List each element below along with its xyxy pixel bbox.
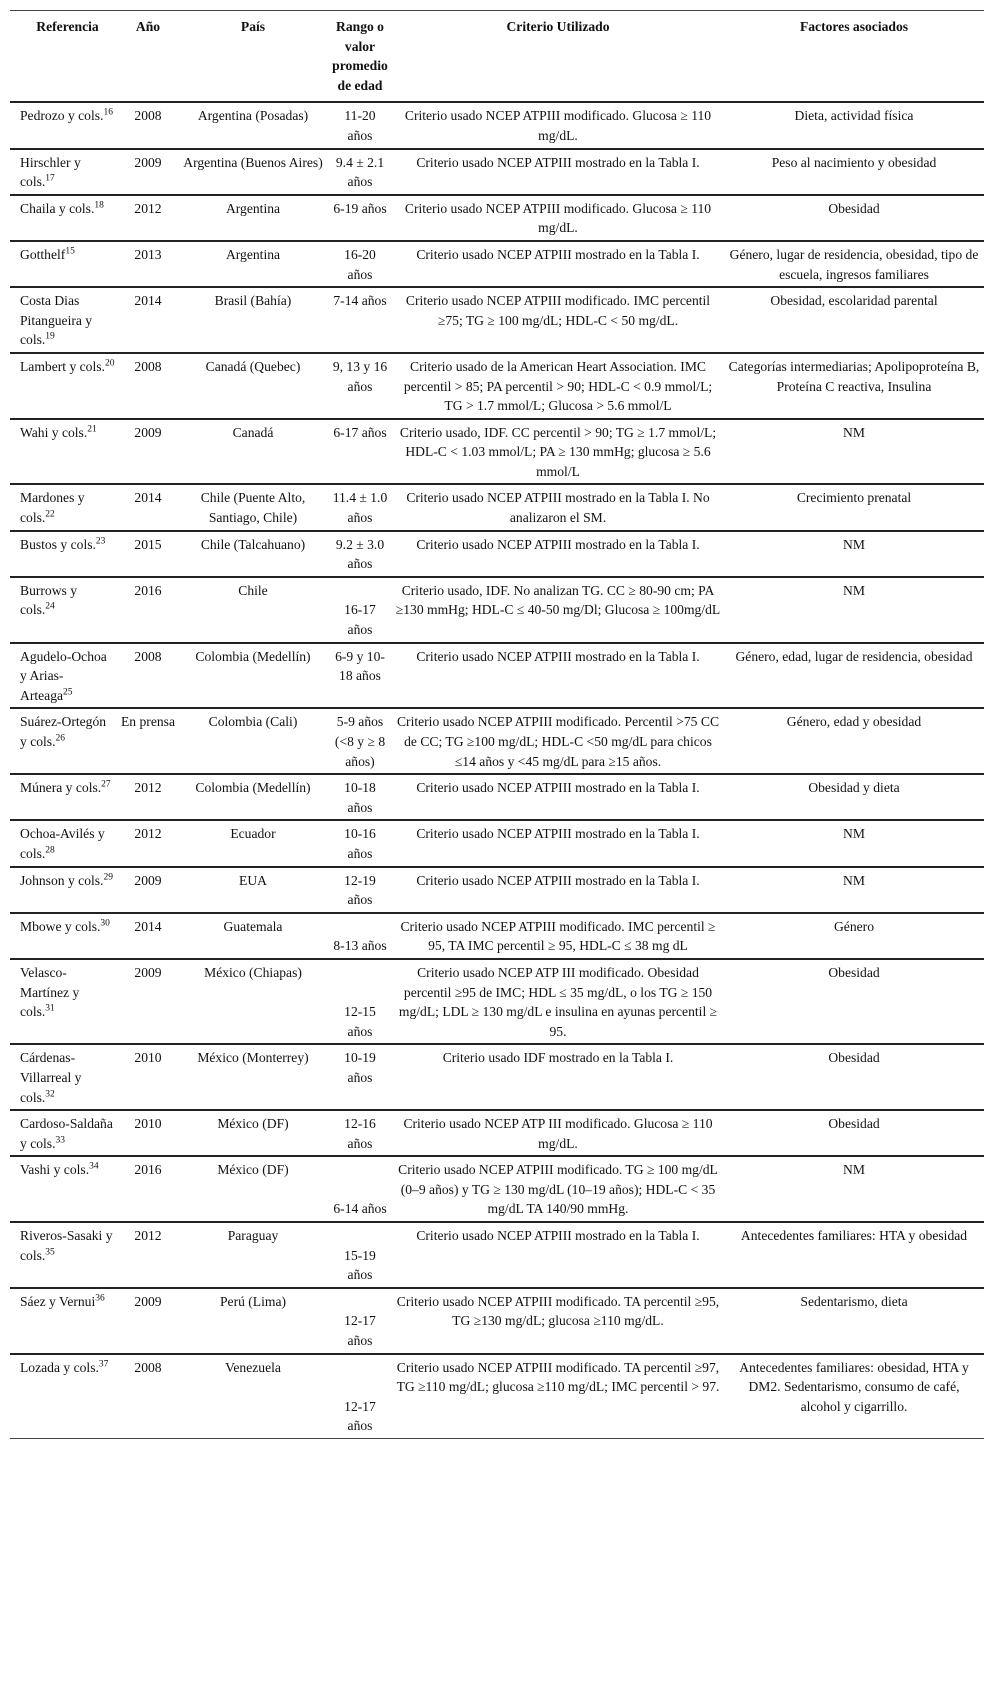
cell-edad (328, 531, 392, 577)
cell-pais: Argentina (Posadas) (178, 102, 328, 148)
table-row (10, 287, 984, 353)
citation-number: 29 (103, 872, 113, 883)
cell-edad (328, 959, 392, 1044)
cell-edad (328, 913, 392, 959)
cell-pais: Argentina (Buenos Aires) (178, 149, 328, 195)
age-text: 8-13 años (333, 938, 387, 954)
cell-pais: Canadá (178, 419, 328, 485)
cell-edad (328, 1044, 392, 1110)
table-row (10, 195, 984, 241)
reference-text: Riveros-Sasaki y cols. (20, 1228, 113, 1263)
cell-anio: 2009 (118, 867, 178, 913)
cell-referencia (10, 1222, 118, 1288)
citation-number: 26 (55, 733, 65, 744)
cell-anio: 2008 (118, 353, 178, 419)
cell-referencia (10, 913, 118, 959)
table-row (10, 577, 984, 643)
cell-edad (328, 419, 392, 485)
table-row (10, 1044, 984, 1110)
cell-referencia (10, 1354, 118, 1439)
reference-text: Bustos y cols. (20, 536, 96, 552)
age-text: 7-14 años (333, 293, 387, 309)
cell-criterio: Criterio usado NCEP ATPIII modificado. TA percentil ≥97, TG ≥110 mg/dL; glucosa ≥110 mg/dL; IMC percentil > 97. (392, 1354, 724, 1439)
reference-text: Ochoa-Avilés y cols. (20, 826, 105, 861)
cell-factores: Género, lugar de residencia, obesidad, tipo de escuela, ingresos familiares (724, 241, 984, 287)
cell-factores: Categorías intermediarias; Apolipoproteína B, Proteína C reactiva, Insulina (724, 353, 984, 419)
cell-pais: Perú (Lima) (178, 1288, 328, 1354)
cell-edad (328, 1222, 392, 1288)
cell-referencia (10, 353, 118, 419)
cell-referencia (10, 643, 118, 709)
age-text: 11-20 años (344, 108, 376, 143)
table-row (10, 102, 984, 148)
cell-anio: 2012 (118, 195, 178, 241)
cell-factores: Antecedentes familiares: obesidad, HTA y DM2. Sedentarismo, consumo de café, alcohol y cigarrillo. (724, 1354, 984, 1439)
table-row (10, 820, 984, 866)
cell-referencia (10, 1156, 118, 1222)
age-text: 10-18 años (344, 780, 376, 815)
table-row (10, 708, 984, 774)
cell-referencia (10, 287, 118, 353)
cell-factores: Obesidad, escolaridad parental (724, 287, 984, 353)
citation-number: 20 (104, 358, 115, 369)
table-row (10, 1288, 984, 1354)
cell-pais: Colombia (Medellín) (178, 643, 328, 709)
reference-text: Mardones y cols. (20, 490, 85, 526)
cell-anio: 2012 (118, 774, 178, 820)
cell-anio: 2010 (118, 1044, 178, 1110)
reference-text: Wahi y cols. (20, 424, 88, 440)
cell-anio: 2008 (118, 643, 178, 709)
age-text: 10-16 años (344, 826, 376, 861)
reference-text: Lozada y cols. (20, 1359, 99, 1375)
cell-pais: Paraguay (178, 1222, 328, 1288)
cell-criterio: Criterio usado IDF mostrado en la Tabla I. (392, 1044, 724, 1110)
citation-number: 22 (45, 509, 55, 520)
cell-pais: EUA (178, 867, 328, 913)
reference-text: Suárez-Ortegón y cols. (20, 714, 107, 749)
cell-anio: 2012 (118, 820, 178, 866)
cell-anio: 2016 (118, 1156, 178, 1222)
cell-anio: 2013 (118, 241, 178, 287)
cell-criterio: Criterio usado NCEP ATP III modificado. Glucosa ≥ 110 mg/dL. (392, 1110, 724, 1156)
cell-factores: Género, edad, lugar de residencia, obesidad (724, 643, 984, 709)
age-text: 9.2 ± 3.0 años (335, 536, 385, 572)
cell-pais: Guatemala (178, 913, 328, 959)
syndrome-studies-table (10, 10, 984, 1439)
reference-text: Lambert y cols. (20, 358, 105, 374)
cell-edad (328, 867, 392, 913)
age-text: 15-19 años (344, 1247, 376, 1283)
table-row (10, 531, 984, 577)
header-edad: Rango o valor promedio de edad (328, 11, 392, 103)
cell-criterio: Criterio usado de la American Heart Association. IMC percentil > 85; PA percentil > 90; HDL-C < 0.9 mmol/L; TG > 1.7 mmol/L; Glucosa > 5.6 mmol/L (392, 353, 724, 419)
citation-number: 32 (45, 1088, 55, 1099)
reference-text: Sáez y Vernui (20, 1293, 96, 1309)
age-text: 12-16 años (344, 1116, 376, 1151)
cell-factores: Obesidad (724, 1110, 984, 1156)
citation-number: 16 (103, 107, 113, 118)
cell-criterio: Criterio usado NCEP ATPIII modificado. TG ≥ 100 mg/dL (0–9 años) y TG ≥ 130 mg/dL (10–19 años); HDL-C < 35 mg/dL TA 140/90 mmHg. (392, 1156, 724, 1222)
cell-referencia (10, 577, 118, 643)
cell-edad (328, 820, 392, 866)
cell-criterio: Criterio usado NCEP ATPIII mostrado en la Tabla I. (392, 867, 724, 913)
age-text: 10-19 años (344, 1050, 376, 1085)
age-text: 12-15 años (344, 1004, 376, 1039)
table-row (10, 643, 984, 709)
cell-factores: Género, edad y obesidad (724, 708, 984, 774)
table-row (10, 913, 984, 959)
cell-pais: Argentina (178, 195, 328, 241)
cell-pais: Ecuador (178, 820, 328, 866)
cell-factores: Obesidad y dieta (724, 774, 984, 820)
age-text: 6-19 años (333, 200, 387, 216)
cell-factores: NM (724, 867, 984, 913)
cell-anio: 2009 (118, 959, 178, 1044)
cell-edad (328, 1354, 392, 1439)
cell-pais: Brasil (Bahía) (178, 287, 328, 353)
cell-pais: Chile (Talcahuano) (178, 531, 328, 577)
cell-criterio: Criterio usado NCEP ATPIII mostrado en la Tabla I. (392, 241, 724, 287)
cell-anio: 2014 (118, 484, 178, 530)
reference-text: Pedrozo y cols. (20, 108, 104, 124)
cell-referencia (10, 1288, 118, 1354)
cell-referencia (10, 419, 118, 485)
header-row (10, 11, 984, 103)
age-text: 16-17 años (344, 602, 376, 638)
cell-criterio: Criterio usado NCEP ATP III modificado. Obesidad percentil ≥95 de IMC; HDL ≤ 35 mg/dL, o los TG ≥ 150 mg/dL; LDL ≥ 130 mg/dL e insulina en ayunas percentil ≥ 95. (392, 959, 724, 1044)
table-row (10, 1222, 984, 1288)
cell-criterio: Criterio usado NCEP ATPIII mostrado en la Tabla I. (392, 820, 724, 866)
age-text: 12-17 años (344, 1398, 376, 1434)
age-text: 9, 13 y 16 años (332, 358, 388, 394)
cell-factores: Obesidad (724, 195, 984, 241)
cell-referencia (10, 195, 118, 241)
header-anio: Año (118, 11, 178, 103)
cell-pais: Chile (178, 577, 328, 643)
cell-referencia (10, 484, 118, 530)
cell-anio: 2009 (118, 1288, 178, 1354)
cell-factores: Dieta, actividad física (724, 102, 984, 148)
cell-edad (328, 241, 392, 287)
header-referencia: Referencia (10, 11, 118, 103)
cell-factores: Género (724, 913, 984, 959)
cell-pais: Colombia (Cali) (178, 708, 328, 774)
table-row (10, 867, 984, 913)
cell-referencia (10, 531, 118, 577)
reference-text: Burrows y cols. (20, 582, 78, 618)
cell-edad (328, 149, 392, 195)
table-row (10, 353, 984, 419)
cell-referencia (10, 1044, 118, 1110)
cell-referencia (10, 820, 118, 866)
cell-factores: Sedentarismo, dieta (724, 1288, 984, 1354)
citation-number: 27 (101, 779, 111, 790)
age-text: 5-9 años (<8 y ≥ 8 años) (334, 714, 386, 769)
cell-factores: NM (724, 531, 984, 577)
cell-factores: Peso al nacimiento y obesidad (724, 149, 984, 195)
table-row (10, 419, 984, 485)
cell-edad (328, 195, 392, 241)
cell-anio: 2015 (118, 531, 178, 577)
table-row (10, 241, 984, 287)
cell-anio: 2008 (118, 102, 178, 148)
cell-pais: México (Monterrey) (178, 1044, 328, 1110)
citation-number: 21 (87, 424, 97, 435)
cell-factores: NM (724, 820, 984, 866)
table-row (10, 484, 984, 530)
citation-number: 23 (95, 536, 106, 547)
age-text: 11.4 ± 1.0 años (332, 490, 388, 526)
reference-text: Hirschler y cols. (20, 154, 81, 190)
cell-pais: México (Chiapas) (178, 959, 328, 1044)
cell-criterio: Criterio usado, IDF. No analizan TG. CC ≥ 80-90 cm; PA ≥130 mmHg; HDL-C ≤ 40-50 mg/Dl; Glucosa ≥ 100mg/dL (392, 577, 724, 643)
cell-factores: Crecimiento prenatal (724, 484, 984, 530)
cell-edad (328, 353, 392, 419)
cell-criterio: Criterio usado NCEP ATPIII modificado. IMC percentil ≥ 95, TA IMC percentil ≥ 95, HDL-C ≤ 38 mg dL (392, 913, 724, 959)
citation-number: 30 (100, 918, 110, 929)
cell-referencia (10, 959, 118, 1044)
cell-criterio: Criterio usado NCEP ATPIII mostrado en la Tabla I. (392, 774, 724, 820)
cell-factores: Antecedentes familiares: HTA y obesidad (724, 1222, 984, 1288)
cell-pais: Canadá (Quebec) (178, 353, 328, 419)
cell-anio: 2012 (118, 1222, 178, 1288)
cell-referencia (10, 867, 118, 913)
header-factores: Factores asociados (724, 11, 984, 103)
cell-anio: 2008 (118, 1354, 178, 1439)
cell-criterio: Criterio usado NCEP ATPIII mostrado en la Tabla I. (392, 149, 724, 195)
reference-text: Agudelo-Ochoa y Arias-Arteaga (20, 648, 107, 703)
cell-anio: 2014 (118, 913, 178, 959)
age-text: 9.4 ± 2.1 años (335, 154, 385, 190)
citation-number: 24 (45, 601, 55, 612)
table-row (10, 149, 984, 195)
citation-number: 19 (45, 331, 55, 342)
cell-pais: Colombia (Medellín) (178, 774, 328, 820)
cell-edad (328, 577, 392, 643)
cell-referencia (10, 241, 118, 287)
cell-factores: NM (724, 1156, 984, 1222)
cell-pais: México (DF) (178, 1110, 328, 1156)
cell-edad (328, 643, 392, 709)
cell-anio: 2009 (118, 149, 178, 195)
cell-pais: Argentina (178, 241, 328, 287)
table-row (10, 1156, 984, 1222)
citation-number: 18 (94, 200, 104, 211)
cell-referencia (10, 708, 118, 774)
cell-edad (328, 1110, 392, 1156)
citation-number: 15 (65, 246, 75, 257)
citation-number: 31 (45, 1003, 55, 1014)
cell-criterio: Criterio usado NCEP ATPIII modificado. Glucosa ≥ 110 mg/dL. (392, 102, 724, 148)
table-row (10, 1110, 984, 1156)
citation-number: 17 (45, 173, 55, 184)
reference-text: Vashi y cols. (20, 1162, 90, 1178)
cell-pais: México (DF) (178, 1156, 328, 1222)
citation-number: 36 (95, 1293, 105, 1304)
cell-criterio: Criterio usado NCEP ATPIII mostrado en la Tabla I. (392, 643, 724, 709)
cell-criterio: Criterio usado NCEP ATPIII modificado. IMC percentil ≥75; TG ≥ 100 mg/dL; HDL-C < 50 mg/dL. (392, 287, 724, 353)
age-text: 16-20 años (344, 246, 376, 282)
age-text: 12-19 años (344, 872, 376, 908)
cell-referencia (10, 149, 118, 195)
table-page (10, 10, 984, 1439)
cell-referencia (10, 1110, 118, 1156)
cell-anio: 2014 (118, 287, 178, 353)
reference-text: Cardoso-Saldaña y cols. (20, 1116, 113, 1151)
cell-factores: Obesidad (724, 959, 984, 1044)
cell-edad (328, 708, 392, 774)
cell-factores: Obesidad (724, 1044, 984, 1110)
table-row (10, 1354, 984, 1439)
cell-referencia (10, 774, 118, 820)
citation-number: 34 (89, 1161, 99, 1172)
cell-criterio: Criterio usado NCEP ATPIII modificado. Glucosa ≥ 110 mg/dL. (392, 195, 724, 241)
reference-text: Velasco-Martínez y cols. (20, 964, 80, 1020)
age-text: 6-9 y 10-18 años (335, 648, 385, 684)
table-row (10, 774, 984, 820)
cell-edad (328, 287, 392, 353)
age-text: 6-17 años (333, 424, 387, 440)
header-pais: País (178, 11, 328, 103)
cell-anio: 2010 (118, 1110, 178, 1156)
cell-pais: Venezuela (178, 1354, 328, 1439)
cell-criterio: Criterio usado NCEP ATPIII mostrado en la Tabla I. (392, 531, 724, 577)
cell-anio: En prensa (118, 708, 178, 774)
cell-edad (328, 1156, 392, 1222)
cell-anio: 2009 (118, 419, 178, 485)
table-row (10, 959, 984, 1044)
reference-text: Johnson y cols. (20, 872, 104, 888)
cell-criterio: Criterio usado, IDF. CC percentil > 90; TG ≥ 1.7 mmol/L; HDL-C < 1.03 mmol/L; PA ≥ 130 mmHg; glucosa ≥ 5.6 mmol/L (392, 419, 724, 485)
reference-text: Cárdenas-Villarreal y cols. (20, 1050, 82, 1105)
cell-edad (328, 1288, 392, 1354)
citation-number: 28 (45, 845, 55, 856)
header-criterio: Criterio Utilizado (392, 11, 724, 103)
reference-text: Costa Dias Pitangueira y cols. (20, 293, 93, 348)
cell-criterio: Criterio usado NCEP ATPIII mostrado en la Tabla I. No analizaron el SM. (392, 484, 724, 530)
citation-number: 33 (55, 1135, 65, 1146)
reference-text: Múnera y cols. (20, 780, 102, 796)
age-text: 6-14 años (333, 1201, 387, 1217)
reference-text: Mbowe y cols. (20, 918, 101, 934)
citation-number: 25 (63, 687, 73, 698)
cell-edad (328, 774, 392, 820)
cell-edad (328, 102, 392, 148)
cell-edad (328, 484, 392, 530)
citation-number: 37 (98, 1359, 109, 1370)
cell-factores: NM (724, 419, 984, 485)
reference-text: Gotthelf (20, 246, 66, 262)
table-body (10, 102, 984, 1438)
cell-anio: 2016 (118, 577, 178, 643)
reference-text: Chaila y cols. (20, 200, 95, 216)
cell-criterio: Criterio usado NCEP ATPIII modificado. TA percentil ≥95, TG ≥130 mg/dL; glucosa ≥110 mg/dL. (392, 1288, 724, 1354)
age-text: 12-17 años (344, 1313, 376, 1349)
cell-pais: Chile (Puente Alto, Santiago, Chile) (178, 484, 328, 530)
cell-criterio: Criterio usado NCEP ATPIII mostrado en la Tabla I. (392, 1222, 724, 1288)
cell-factores: NM (724, 577, 984, 643)
cell-criterio: Criterio usado NCEP ATPIII modificado. Percentil >75 CC de CC; TG ≥100 mg/dL; HDL-C <50 mg/dL para chicos ≤14 años y <45 mg/dL para ≥15 años. (392, 708, 724, 774)
cell-referencia (10, 102, 118, 148)
citation-number: 35 (45, 1247, 55, 1258)
